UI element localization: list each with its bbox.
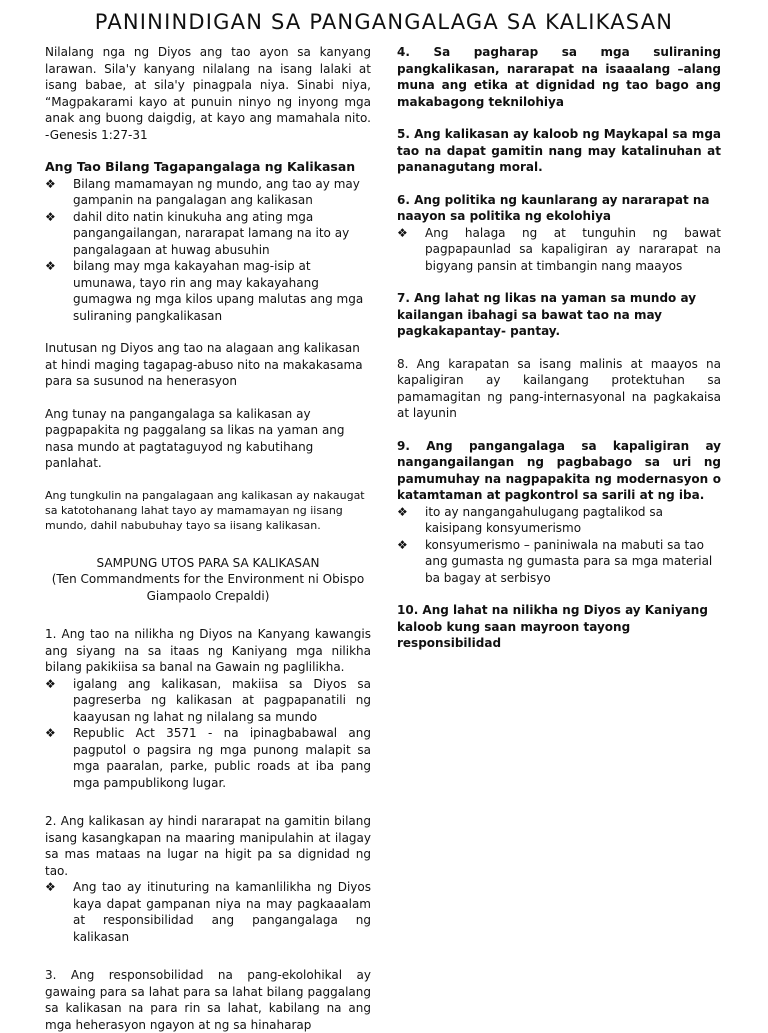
tagapangalaga-bullet-list bbox=[45, 176, 371, 325]
list-item: ❖ bilang may mga kakayahan mag-isip at umunawa, tayo rin ang may kakayahang gumagwa ng mga kilos upang malutas ang mga suliraning pangkalikasan bbox=[45, 259, 364, 323]
commandment-6: 6. Ang politika ng kaunlarang ay nararapat na naayon sa politika ng ekolohiya bbox=[397, 192, 710, 223]
commandment-10: 10. Ang lahat na nilikha ng Diyos ay Kaniyang kaloob kung saan mayroon tayong responsibilidad bbox=[397, 603, 708, 650]
commandment-6-bullets bbox=[397, 225, 721, 275]
paragraph-inutusan: Inutusan ng Diyos ang tao na alagaan ang kalikasan at hindi maging tagapag-abuso nito na makakasama para sa susunod na henerasyon bbox=[45, 341, 363, 388]
commandment-2-bullets bbox=[45, 879, 371, 945]
page-title: PANININDIGAN SA PANGANGALAGA SA KALIKASAN bbox=[94, 10, 674, 34]
list-item: ❖ ito ay nangangahulugang pagtalikod sa kaisipang konsyumerismo bbox=[397, 504, 663, 535]
section-heading-tagapangalaga: Ang Tao Bilang Tagapangalaga ng Kalikasan bbox=[45, 159, 356, 174]
diamond-bullet-icon: ❖ bbox=[45, 176, 56, 191]
list-item: ❖ Bilang mamamayan ng mundo, ang tao ay may gampanin na pangalagan ang kalikasan bbox=[45, 176, 360, 207]
list-item: ❖ Ang tao ay itinuturing na kamanlilikha ng Diyos kaya dapat gampanan niya na may pagkaaalam at responsibilidad ang pangangalaga ng kalikasan bbox=[45, 880, 371, 944]
commandment-1-bullets bbox=[45, 676, 371, 792]
commandment-4: 4. Sa pagharap sa mga suliraning pangkalikasan, nararapat na isaaalang –alang muna ang etika at dignidad ng tao bago ang makabagong teknilohiya bbox=[397, 45, 721, 109]
commandment-8: 8. Ang karapatan sa isang malinis at maayos na kapaligiran ay kailangang protektuhan sa pamamagitan ng pang-internasyonal na pagkakaisa at layunin bbox=[397, 356, 721, 420]
diamond-bullet-icon: ❖ bbox=[45, 880, 56, 894]
list-item: ❖ dahil dito natin kinukuha ang ating mga pangangailangan, nararapat lamang na ito ay pangalagaan at huwag abusuhin bbox=[45, 209, 350, 257]
diamond-bullet-icon: ❖ bbox=[397, 504, 408, 519]
commandment-7: 7. Ang lahat ng likas na yaman sa mundo ay kailangan ibahagi sa bawat tao na may pagkakapantay- pantay. bbox=[397, 291, 697, 338]
diamond-bullet-icon: ❖ bbox=[45, 209, 56, 224]
diamond-bullet-icon: ❖ bbox=[397, 225, 408, 240]
left-column bbox=[45, 44, 371, 1033]
list-item: ❖ Republic Act 3571 - na ipinagbabawal ang pagputol o pagsira ng mga punong malapit sa mga paaralan, parke, public roads at iba pang mga pampublikong lugar. bbox=[45, 726, 371, 790]
genesis-intro: Nilalang nga ng Diyos ang tao ayon sa kanyang larawan. Sila'y kanyang nilalang na isang lalaki at isang babae, at sila'y pinagpala niya. Sinabi niya, “Magpakarami kayo at punuin ninyo ng inyong mga anak ang buong daigdig, at kayo ang mamahala nito. -Genesis 1:27-31 bbox=[45, 45, 371, 142]
diamond-bullet-icon: ❖ bbox=[397, 537, 408, 552]
commandment-5: 5. Ang kalikasan ay kaloob ng Maykapal sa mga tao na dapat gamitin nang may katalinuhan at pananagutang moral. bbox=[397, 127, 721, 174]
commandments-title: SAMPUNG UTOS PARA SA KALIKASAN bbox=[96, 555, 320, 570]
commandment-9: 9. Ang pangangalaga sa kapaligiran ay nangangailangan ng pagbabago sa uri ng pamumuhay na nagpapakita ng modernasyon o katamtaman at pagkontrol sa sarili at ng iba. bbox=[397, 438, 721, 502]
commandment-3: 3. Ang responsobilidad na pang-ekolohikal ay gawaing para sa lahat para sa lahat bilang paggalang sa kalikasan na para rin sa lahat, kabilang na ang mga heherasyon ngayon at ng sa hinaharap bbox=[45, 968, 371, 1032]
commandment-9-bullets bbox=[397, 504, 721, 587]
paragraph-tunay-na-pangangalaga: Ang tunay na pangangalaga sa kalikasan ay pagpapakita ng paggalang sa likas na yaman ang nasa mundo at pagtataguyod ng kabutihang panlahat. bbox=[45, 406, 345, 470]
commandment-1: 1. Ang tao na nilikha ng Diyos na Kanyang kawangis ang siyang na sa itaas ng Kaniyang mga nilikha bilang pakikiisa sa banal na Gawain ng paglilikha. bbox=[45, 627, 371, 674]
list-item: ❖ konsyumerismo – paniniwala na mabuti sa tao ang gumasta ng gumasta para sa mga material ba bagay at serbisyo bbox=[397, 537, 713, 585]
diamond-bullet-icon: ❖ bbox=[45, 259, 56, 273]
diamond-bullet-icon: ❖ bbox=[45, 676, 56, 691]
diamond-bullet-icon: ❖ bbox=[45, 726, 56, 740]
list-item: ❖ igalang ang kalikasan, makiisa sa Diyos sa pagreserba ng kalikasan at pagpapanatili ng kaayusan ng lahat ng nilalang sa mundo bbox=[45, 676, 371, 724]
list-item: ❖ Ang halaga ng at tunguhin ng bawat pagpapaunlad sa kapaligiran ay nararapat na bigyang pansin at timbangin nang maayos bbox=[397, 225, 721, 273]
commandment-2: 2. Ang kalikasan ay hindi nararapat na gamitin bilang isang kasangkapan na maaring manipulahin at ilagay sa mas mataas na lugar na higit pa sa dignidad ng tao. bbox=[45, 814, 371, 878]
right-column bbox=[397, 44, 721, 652]
paragraph-tungkulin: Ang tungkulin na pangalagaan ang kalikasan ay nakaugat sa katotohanang lahat tayo ay mamamayan ng iisang mundo, dahil nabubuhay tayo sa iisang kalikasan. bbox=[45, 488, 365, 532]
commandments-subtitle: (Ten Commandments for the Environment ni Obispo Giampaolo Crepaldi) bbox=[51, 572, 365, 603]
